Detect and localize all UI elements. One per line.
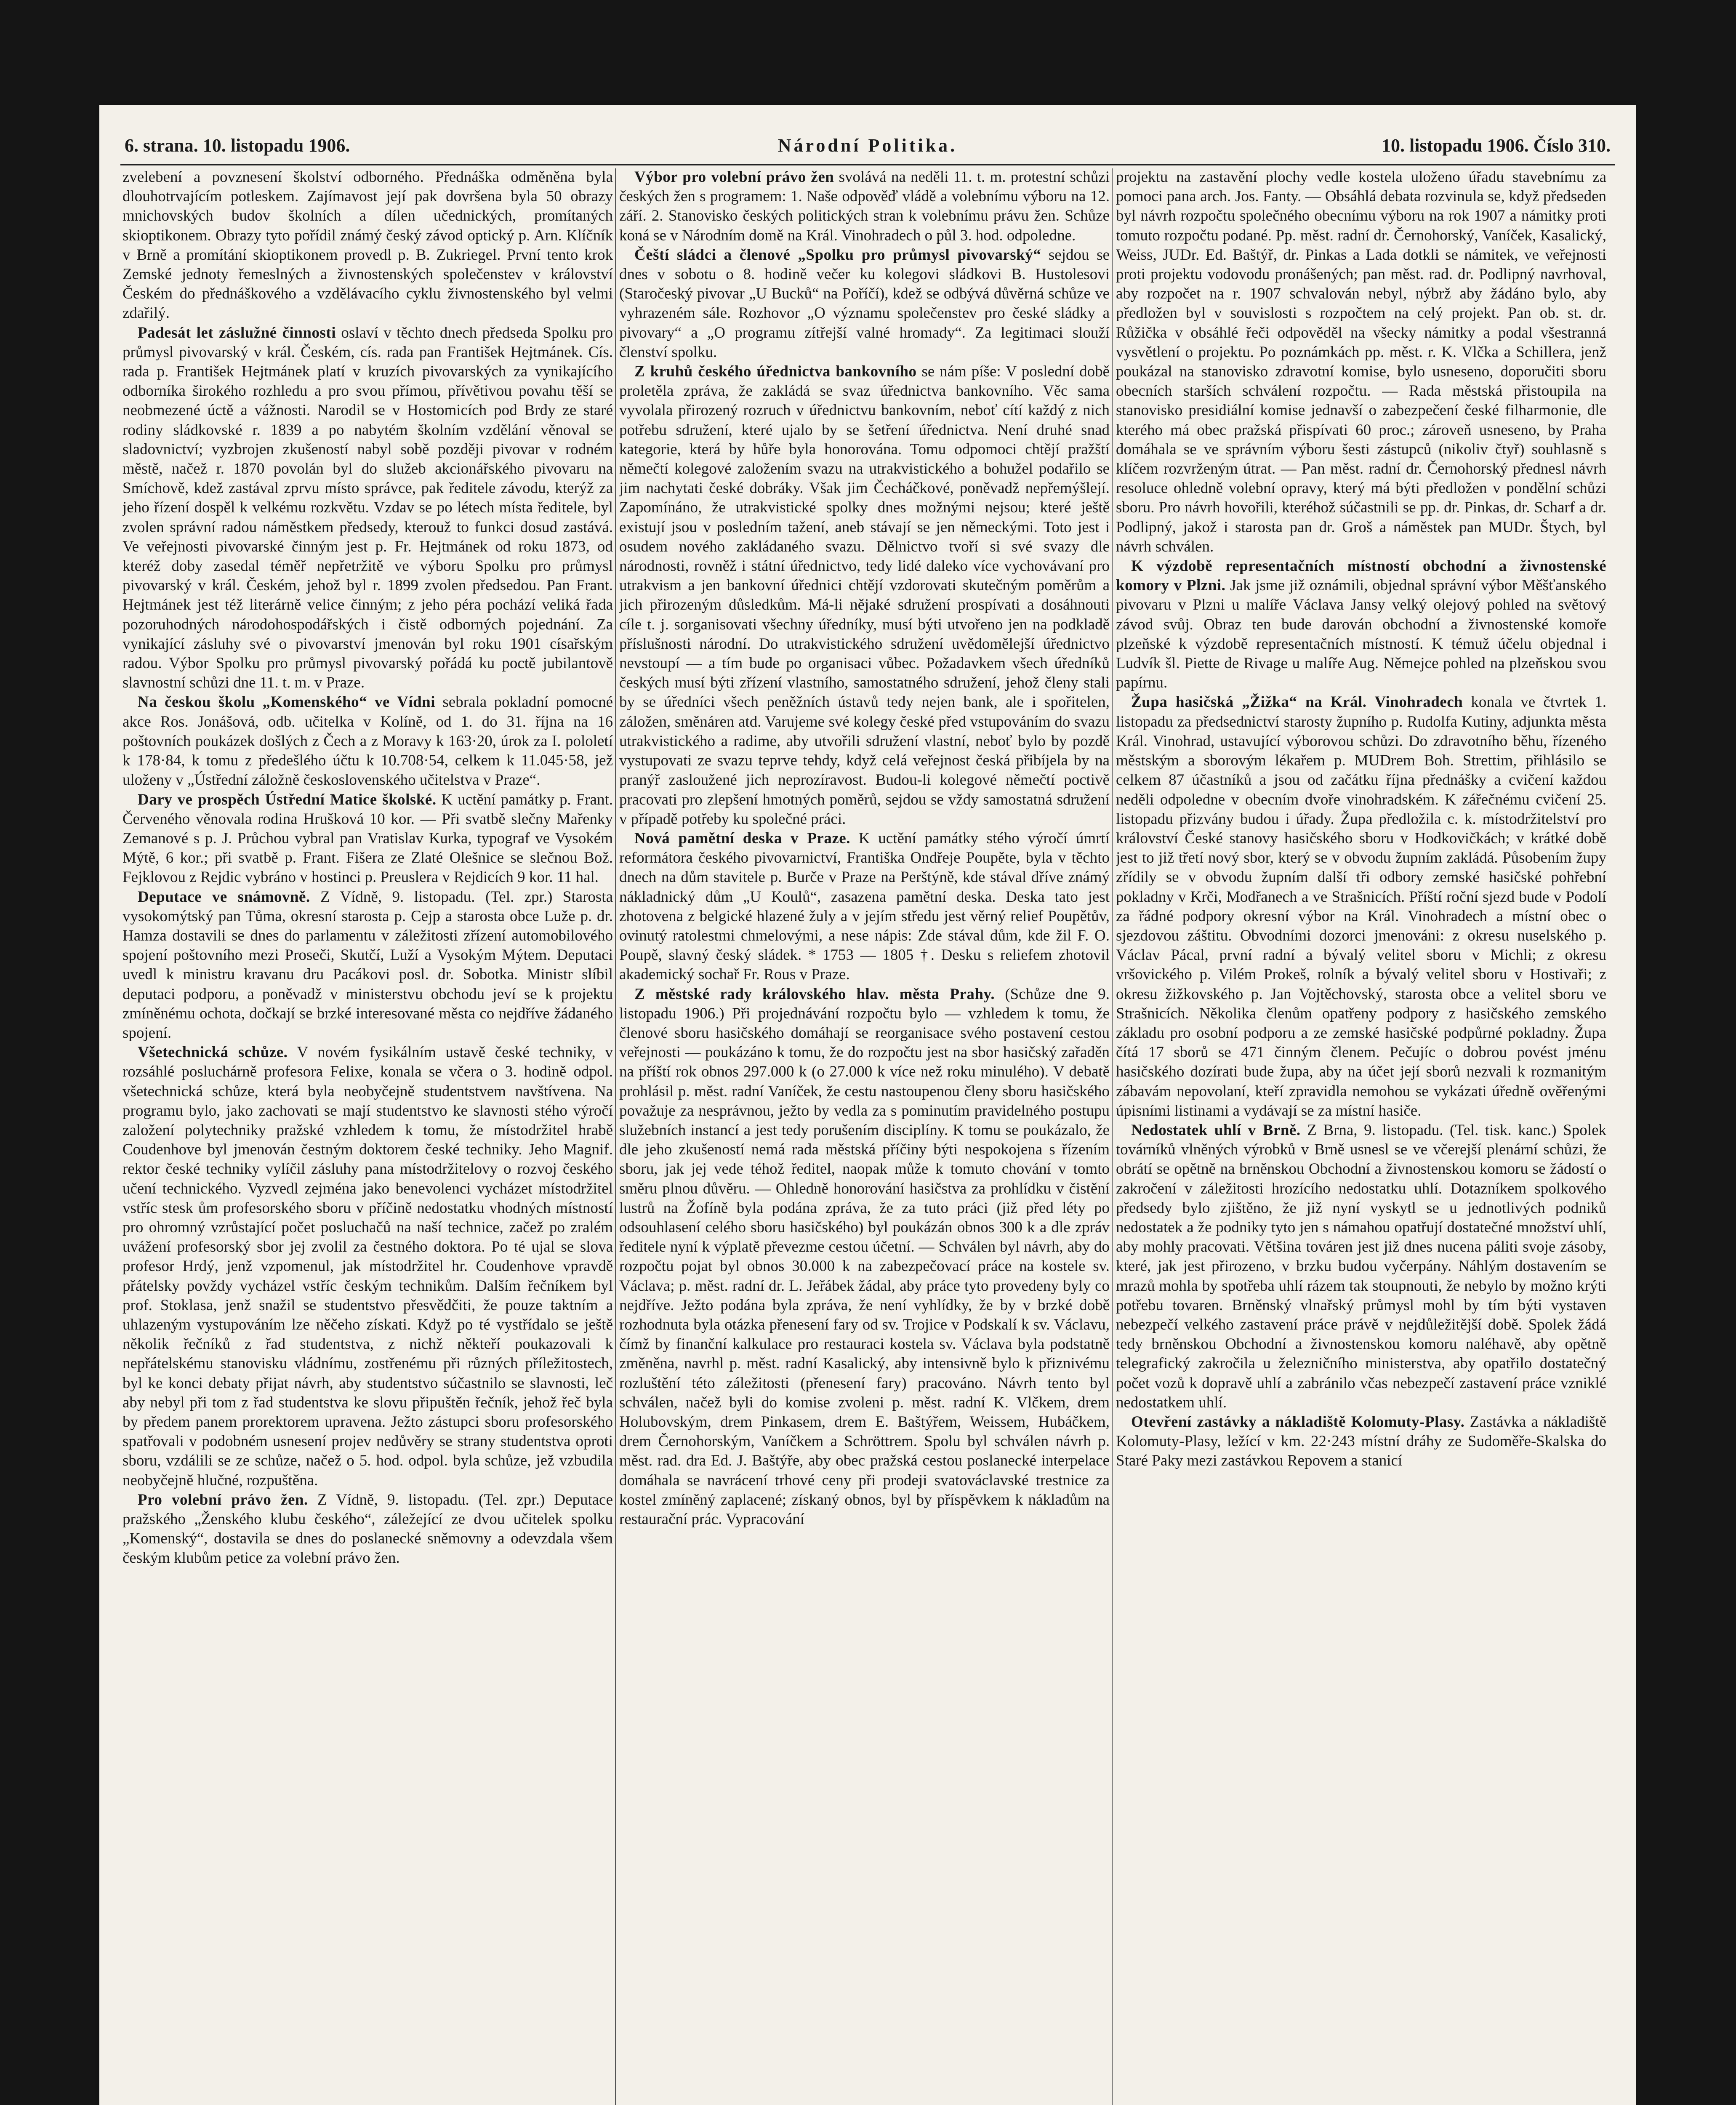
article-heading: Z kruhů českého úřednictva bankovního [634, 363, 917, 381]
article-paragraph [122, 693, 613, 790]
column-separator [615, 168, 616, 2105]
article-paragraph [122, 887, 613, 1043]
article-text: Z Vídně, 9. listopadu. (Tel. zpr.) Starosta vysokomýtský pan Tůma, okresní starosta p. Cejp a starosta obce Luže p. dr. Hamza dostavili se dnes do parlamentu v záležitosti zřízení automobilového spojení poštovního mezi Proseči, Skutčí, Luží a Vysokým Mýtem. Deputaci uvedl k ministru kravanu dru Pacákovi posl. dr. Sobotka. Ministr slíbil deputaci podporu, a poněvadž v ministerstvu obchodu jeví se k projektu zmíněnému ochota, dočkají se brzké interesované města co nejdříve žádaného spojení. [122, 888, 613, 1042]
article-text: sebrala pokladní pomocné akce Ros. Jonášová, odb. učitelka v Kolíně, od 1. do 31. října na 16 poštovních poukázek došlých z Čech a z Moravy k 163·20, úrok za I. pololetí k 178·84, k tomu z předešlého účtu k 10.708·54, celkem k 11.045·58, jež uloženy v „Ústřední záložně československého učitelstva v Praze“. [122, 693, 613, 789]
article-paragraph [1116, 1121, 1606, 1412]
article-heading: Čeští sládci a členové „Spolku pro průmysl pivovarský“ [634, 246, 1041, 264]
article-heading: Všetechnická schůze. [138, 1044, 288, 1061]
article-heading: Z městské rady královského hlav. města Prahy. [634, 985, 995, 1003]
article-heading: Deputace ve snámovně. [138, 888, 310, 906]
article-heading: Župa hasičská „Žižka“ na Král. Vinohradech [1131, 693, 1463, 711]
article-text: V novém fysikálním ustavě české techniky, v rozsáhlé posluchárně profesora Felixe, konala se včera o 3. hodině odpol. všetechnická schůze, která byla neobyčejně studentstvem navštívena. Na programu bylo, jako zachovati se mají studentstvo ke slavnosti stého výročí založení polytechniky pražské vzhledem k tomu, že místodržitel hrabě Coudenhove byl jmenován čestným doktorem české techniky. Jeho Magnif. rektor české techniky vylíčil zásluhy pana místodržitelovy o rozvoj českého učení technického. Vyzvedl zejména jako benevolenci vycházet místodržitel vstříc stesk ům profesorského sboru v příčině nedostatku vhodných místností pro ohromný vzrůstající počet posluchačů na naší technice, začež po zralém uvážení profesorský sbor jej zvolil za čestného doktora. Po té ujal se slova profesor Hrdý, jenž vzpomenul, jak místodržitel hr. Coudenhove vpravdě přátelsky povždy vycházel vstříc českým technikům. Dalším řečníkem byl prof. Stoklasa, jenž snažil se studentstvo přesvědčiti, že pouze taktním a uhlazeným vystupováním lze něčeho získati. Když po té vystřídalo se ještě několik řečníků z řad studentstva, z nichž někteří poukazovali k nepřátelskému stanovisku vládnímu, zostřenému při různých příležitostech, byl ke konci debaty přijat návrh, aby studentstvo súčastnilo se slavnosti, leč aby nebyl při tom z řad studentstva ke slovu připuštěn řečník, jehož řeč byla by předem panem prorektorem upravena. Ježto zástupci sboru profesorského spatřovali v podobném usnesení projev nedůvěry se strany studentstva oproti sboru, vzdálili se ze schůze, načež o 5. hod. odpol. byla schůze, jež vzbudila neobyčejně hlučné, rozpuštěna. [122, 1044, 613, 1489]
article-paragraph [1116, 557, 1606, 693]
column-separator [1112, 168, 1113, 2105]
article-text: K uctění památky p. Frant. Červeného věnovala rodina Hrušková 10 kor. — Při svatbě slečny Mařenky Zemanové s p. J. Průchou vybral pan Vratislav Kurka, typograf ve Vysokém Mýtě, 6 kor.; při svatbě p. Frant. Fišera ze Zlaté Olešnice se slečnou Bož. Fejklovou z Rejdic vybráno v hostinci p. Preuslera v Rejdicích 9 kor. 11 hal. [122, 791, 613, 886]
article-text: Jak jsme již oznámili, objednal správní výbor Měšťanského pivovaru v Plzni u malíře Václava Jansy velký olejový pohled na světový závod svůj. Obraz ten bude darován obchodní a živnostenské komoře plzeňské k výzdobě representačních místností. K témuž účelu objednal i Ludvík šl. Piette de Rivage u malíře Aug. Němejce pohled na plzeňskou svou papírnu. [1116, 577, 1606, 692]
article-text: Z Brna, 9. listopadu. (Tel. tisk. kanc.) Spolek továrníků vlněných výrobků v Brně usnesl se ve včerejší plenární schůzi, že obrátí se opětně na brněnskou Obchodní a živnostenskou komoru se žádostí o zakročení v záležitosti hrozícího nedostatku uhlí. Dotazníkem spolkového předsedy bylo zjištěno, že již nyní vyskytl se u jednotlivých podniků nedostatek a že podniky tyto jen s námahou opatřují dostatečné množství uhlí, aby mohly pracovati. Většina továren jest již dnes nucena páliti svoje zásoby, které, jak jest přirozeno, v brzku budou vyčerpány. Náhlým dostavením se mrazů mohla by spotřeba uhlí rázem tak stoupnouti, že nebylo by možno krýti potřebu tovaren. Brněnský vlnařský průmysl mohl by tím býti vystaven nebezpečí velkého zastavení práce právě v nejdůležitější době. Spolek žádá tedy brněnskou Obchodní a živnostenskou komoru naléhavě, aby opětně telegrafický zakročila u železničního ministerstva, aby opatřilo dostatečný počet vozů k dopravě uhlí a zabránilo včas nebezpečí zastavení práce vzniklé nedostatkem uhlí. [1116, 1121, 1606, 1411]
article-paragraph [619, 362, 1110, 829]
article-heading: Na českou školu „Komenského“ ve Vídni [138, 693, 436, 711]
article-text: svolává na neděli 11. t. m. protestní schůzi českých žen s programem: 1. Naše odpověď vládě a volebnímu výboru na 12. září. 2. Stanovisko českých politických stran k volebnímu právu žen. Schůze koná se v Národním domě na Král. Vinohradech o půl 3. hod. odpoledne. [619, 168, 1110, 244]
article-heading: Dary ve prospěch Ústřední Matice školské. [138, 791, 437, 808]
article-heading: Padesát let záslužné činnosti [138, 324, 336, 341]
article-paragraph [619, 168, 1110, 245]
article-text: Zastávka a nákladiště Kolomuty-Plasy, ležící v km. 22·243 místní dráhy ze Sudoměře-Skalska do Staré Paky mezi zastávkou Repovem a stanicí [1116, 1413, 1606, 1470]
masthead-title: Národní Politika. [777, 135, 958, 156]
column-3 [1116, 168, 1606, 2105]
article-text: zvelebení a povznesení školství odborného. Přednáška odměněna byla dlouhotrvajícím potleskem. Zajímavost její pak dovršena byla 50 obrazy mnichovských budov školních a dílen učednických, promítaných skioptikonem. Obrazy tyto pořídil známý český závod optický p. Arn. Klíčník v Brně a promítání skioptikonem provedl p. B. Zukriegel. První tento krok Zemské jednoty řemeslných a živnostenských společenstev v království Českém do přednáškového a vzdělávacího cyklu živnostenského byl velmi zdařilý. [122, 168, 613, 322]
article-text: se nám píše: V poslední době proletěla zpráva, že zakládá se svaz úřednictva bankovního. Věc sama vyvolala přirozený rozruch v úřednictvu bankovním, neboť cítí každý z nich potřebu sdružení, které ujalo by se šetření úřednictva. Není druhé snad kategorie, která by hůře byla honorována. Tomu odpomoci chtějí pražští němečtí kolegové založením svazu na utrakvistického a bohužel podařilo se jim nachytati české dobráky. Však jim Čecháčkové, poněvadž nepřemýšlejí. Zapomínáno, že utrakvistické spolky dnes možnými nejsou; které ještě existují jsou v posledním tažení, aneb stávají se jen německými. Toto jest i osudem nového zakládaného svazu. Dělnictvo tvoří si své svazy dle národnosti, rovněž i státní úřednictvo, tedy lidé daleko více vychovávaní pro utrakvism a jen bankovní úřednici chtějí vzdorovati skutečným poměrům a jich přirozeným důsledkům. Má-li nějaké sdružení prospívati a dosáhnouti cíle t. j. sorganisovati všechny úředníky, musí býti utvořeno jen na podkladě příslušnosti národní. Do utrakvistického sdružení uvědomělejší úřednictvo nevstoupí — a tím bude po organisaci vůbec. Požadavkem všech úředníků českých musí býti zřízení vlastního, samostatného sdružení, jehož členy stali by se úředníci všech peněžních ústavů tedy nejen bank, ale i spořitelen, záložen, směnáren atd. Varujeme své kolegy české před vstupováním do svazu utrakvistického a radime, aby utvořili sdružení vlastní, neboť bylo by pozdě vystupovati ze svazu teprve tehdy, když celá veřejnost česká přibíjela by na pranýř zasloužené jich neprozíravost. Budou-li kolegové němečtí poctivě pracovati pro zlepšení hmotných poměrů, sejdou se vždy samostatná sdružení v případě potřeby ku společné práci. [619, 363, 1110, 828]
article-paragraph [1116, 168, 1606, 557]
article-text: oslaví v těchto dnech předseda Spolku pro průmysl pivovarský v král. Českém, cís. rada pan František Hejtmánek. Cís. rada p. František Hejtmánek platí v kruzích pivovarských za vynikajícího odborníka širokého rozhledu a pro svou přímou, přívětivou povahu těší se neobmezené úctě a vážnosti. Narodil se v Hostomicích pod Brdy ze staré rodiny sládkovské r. 1839 a po nabytém školním vzdělání věnoval se sladovnictví; vyzbrojen zkušeností nabyl sobě později pivovar v rodném městě, načež r. 1870 povolán byl do služeb akcionářského pivovaru na Smíchově, kdež zastával zprvu místo správce, pak ředitele závodu, kterýž za jeho řízení dospěl k velkému rozkvětu. Vzdav se po létech místa ředitele, byl zvolen správní radou náměstkem předsedy, kterouž to funkci dosud zastává. Ve veřejnosti pivovarské činným jest p. Fr. Hejtmánek od roku 1873, od kteréž doby zasedal téměř nepřetržitě ve výboru Spolku pro průmysl pivovarský v král. Českém, jehož byl r. 1899 zvolen předsedou. Pan Frant. Hejtmánek jest též literárně velice činným; z jeho péra pochází veliká řada pozoruhodných národohospodářských i čistě odborných pojednání. Za vynikající zásluhy své o pivovarství jmenován byl roku 1901 císařským radou. Výbor Spolku pro průmysl pivovarský pořádá ku poctě jubilantově slavnostní schůzi dne 11. t. m. v Praze. [122, 324, 613, 692]
article-paragraph [122, 323, 613, 693]
header-page-date: 6. strana. 10. listopadu 1906. [125, 135, 350, 156]
article-heading: K výzdobě representačních místností obchodní a živnostenské komory v Plzni. [1116, 557, 1606, 594]
column-2 [619, 168, 1110, 2105]
article-text: (Schůze dne 9. listopadu 1906.) Při projednávání rozpočtu bylo — vzhledem k tomu, že členové sboru hasičského domáhají se reorganisace svého postavení cestou veřejnosti — poukázáno k tomu, že do rozpočtu jest na sbor hasičský zařaděn na příští rok obnos 297.000 k (o 27.000 k více než roku minulého). V debatě prohlásil p. měst. radní Vaníček, že cestu nastoupenou členy sboru hasičského považuje za nesprávnou, ježto by vedla za s pominutím pravidelného postupu služebních instancí a jest tedy porušením disciplíny. K tomu se poukázalo, že dle jeho zkušeností nemá rada městská příčiny býti nespokojena s řízením sboru, jak jej vede téhož ředitel, naopak může k tomuto chování v tomto směru plnou důvěru. — Ohledně honorování hasičstva za prohlídku v čistění lustrů na Žofíně byla podána zpráva, že za tuto práci (již před léty po odsouhlasení celého sboru hasičského) byl poukázán obnos 300 k a dle zpráv ředitele nyní k výplatě převezme cestou účetní. — Schválen byl návrh, aby do rozpočtu pojat byl obnos 30.000 k na zabezpečovací práce na kostele sv. Václava; p. měst. radní dr. L. Jeřábek žádal, aby práce tyto provedeny byly co nejdříve. Ježto podána byla zpráva, že není vyhlídky, že by v brzké době rozhodnuta byla otázka přenesení fary od sv. Trojice v Podskalí k sv. Václavu, čímž by finanční kalkulace pro restauraci kostela sv. Václava byla podstatně změněna, navrhl p. měst. radní Kasalický, aby intensivně bylo k přiznivému rozluštění této záležitosti (přenesení fary) pracováno. Návrh tento byl schválen, načež byli do komise zvoleni p. měst. radní K. Vlčkem, drem Holubovským, drem Pinkasem, drem E. Baštýřem, Weissem, Hubáčkem, drem Černohorským, Vaníčkem a Schröttrem. Spolu byl schválen návrh p. měst. rad. dra Ed. J. Baštýře, aby obec pražská cestou poslanecké interpelace domáhala se navrácení trhové ceny při prodeji svatováclavské trestnice za kostel zmíněný zaplacené; získaný obnos, byl by příspěvkem k nákladům na restaurační prác. Vypracování [619, 985, 1110, 1528]
article-paragraph [619, 245, 1110, 362]
article-paragraph [122, 168, 613, 323]
article-paragraph [122, 1490, 613, 1568]
article-text: K uctění památky stého výročí úmrtí reformátora českého pivovarnictví, Františka Ondřeje Poupěte, byla v těchto dnech na dům stavitele p. Burče v Praze na Perštýně, kde stával dříve známý nákladnický dům „U Koulů“, zasazena pamětní deska. Deska tato jest zhotovena z belgické hlazené žuly a v jejím středu jest věrný relief Poupětův, ovinutý ratolestmi chmelovými, a nese nápis: Zde stával dům, kde žil F. O. Poupě, slavný český sládek. * 1753 — 1805 †. Desku s reliefem zhotovil akademický sochař Fr. Rous v Praze. [619, 829, 1110, 983]
article-heading: Nová pamětní deska v Praze. [634, 829, 850, 847]
page-header [125, 135, 1611, 164]
column-1 [122, 168, 613, 2105]
article-text: projektu na zastavění plochy vedle kostela uloženo úřadu stavebnímu za pomoci pana arch. Jos. Fanty. — Obsáhlá debata rozvinula se, když předseden byl návrh rozpočtu společného obecnímu výboru na rok 1907 a námitky proti tomuto rozpočtu podané. Pp. měst. radní dr. Černohorský, Vaníček, Kasalický, Weiss, JUDr. Ed. Baštýř, dr. Pinkas a Lada dotkli se námitek, ve veřejnosti proti projektu vodovodu pronášených; pan měst. rad. dr. Podlipný navrhoval, aby rozpočet na r. 1907 schvalován nebyl, nýbrž aby žádáno bylo, aby předložen byl v souvislosti s rozpočtem na celý projekt. Pan ob. st. dr. Růžička v obsáhlé řeči odpověděl na všecky námitky a podal všestranná vysvětlení o projektu. Po poznámkách pp. měst. r. K. Vlčka a Schillera, jenž poukázal na stanovisko zdravotní komise, bylo usneseno, doporučiti sboru obecních starších schválení rozpočtu. — Rada městská přistoupila na stanovisko presidiální komise jednavší o zabezpečení české filharmonie, dle kterého má obec pražská přispívati 60 proc.; zároveň usneseno, by Praha domáhala se ve správním výboru šesti zástupců (nikoliv čtyř) souhlasně s klíčem rozvrženým útrat. — Pan měst. radní dr. Černohorský přednesl návrh resoluce ohledně volební opravy, který má býti předložen v pondělní schůzi sboru. Pro návrh hovořili, kteréhož súčastnili se pp. dr. Pinkas, dr. Scharf a dr. Podlipný, jakož i starosta pan dr. Groš a náměstek pan MUDr. Štych, byl návrh schválen. [1116, 168, 1606, 555]
article-paragraph [619, 985, 1110, 1529]
article-text: sejdou se dnes v sobotu o 8. hodině večer ku kolegovi sládkovi B. Hustolesovi (Staročeský pivovar „U Bucků“ na Poříčí), kdež se odbývá důvěrná schůze ve vyhrazeném sále. Rozhovor „O významu společenstev pro české sládky a pivovary“ a „O programu zítřejší valné hromady“. Za legitimaci slouží členství spolku. [619, 246, 1110, 361]
article-paragraph [122, 1043, 613, 1490]
newspaper-page [99, 105, 1636, 2105]
article-paragraph [1116, 693, 1606, 1120]
article-text: Z Vídně, 9. listopadu. (Tel. zpr.) Deputace pražského „Ženského klubu českého“, záležející ze dvou učitelek spolku „Komenský“, dostavila se dnes do poslanecké sněmovny a odevzdala všem českým klubům petice za volební právo žen. [122, 1491, 613, 1567]
header-rule [120, 164, 1615, 165]
article-heading: Výbor pro volební právo žen [634, 168, 834, 186]
article-heading: Otevření zastávky a nákladiště Kolomuty-Plasy. [1131, 1413, 1465, 1431]
article-paragraph [122, 790, 613, 887]
article-text: konala ve čtvrtek 1. listopadu za předsednictví starosty župního p. Rudolfa Kutiny, adjunkta města Král. Vinohrad, ustavující výborovou schůzi. Do zdravotního běhu, řízeného městským a sborovým lékařem p. MUDrem Boh. Strettim, přihlásilo se celkem 87 účastníků a jsou od začátku října přednášky a cvičení každou neděli odpoledne v obecním dvoře vinohradském. K zářečnému cvičení 25. listopadu přizvány budou i úřady. Župa předložila c. k. místodržitelství pro království České stanovy hasičského sboru v Hodkovičkách; v krátké době jest to již třetí nový sbor, který se v obvodu župním zakládá. Působením župy zřídily se v obvodu župním další tři odbory zemské hasičské pohřební pokladny v Krči, Modřanech a ve Strašnicích. Příští roční sjezd bude v Podolí za řádné podpory okresní výbor na Král. Vinohradech a místní obec o sjezdovou záštitu. Obvodními dozorci jmenováni: z okresu nuselského p. Václav Pácal, první radní a bývalý velitel sboru v Michli; z okresu vršovického p. Vilém Prokeš, rolník a bývalý velitel sboru v Hostivaři; z okresu žižkovského p. Jan Vojtěchovský, starosta obce a velitel sboru ve Strašnicích. Několika členům opatřeny podpory z hasičského zemského základu pro osobní podporu a ze zemské hasičské podpůrné pokladny. Župa čítá 17 sborů se 471 činným členem. Pečujíc o dobrou povést jménu hasičského dozírati bude župa, aby na účet její sborů nezvali k rozmanitým zábavám nepovolaní, kteří zpravidla nemohou se vykázati úředně ověřenými úpisními listinami a vydávají se za místní hasiče. [1116, 693, 1606, 1119]
article-heading: Nedostatek uhlí v Brně. [1131, 1121, 1301, 1139]
header-date-issue: 10. listopadu 1906. Číslo 310. [1382, 135, 1611, 156]
article-heading: Pro volební právo žen. [138, 1491, 308, 1508]
article-paragraph [619, 829, 1110, 985]
article-paragraph [1116, 1412, 1606, 1471]
